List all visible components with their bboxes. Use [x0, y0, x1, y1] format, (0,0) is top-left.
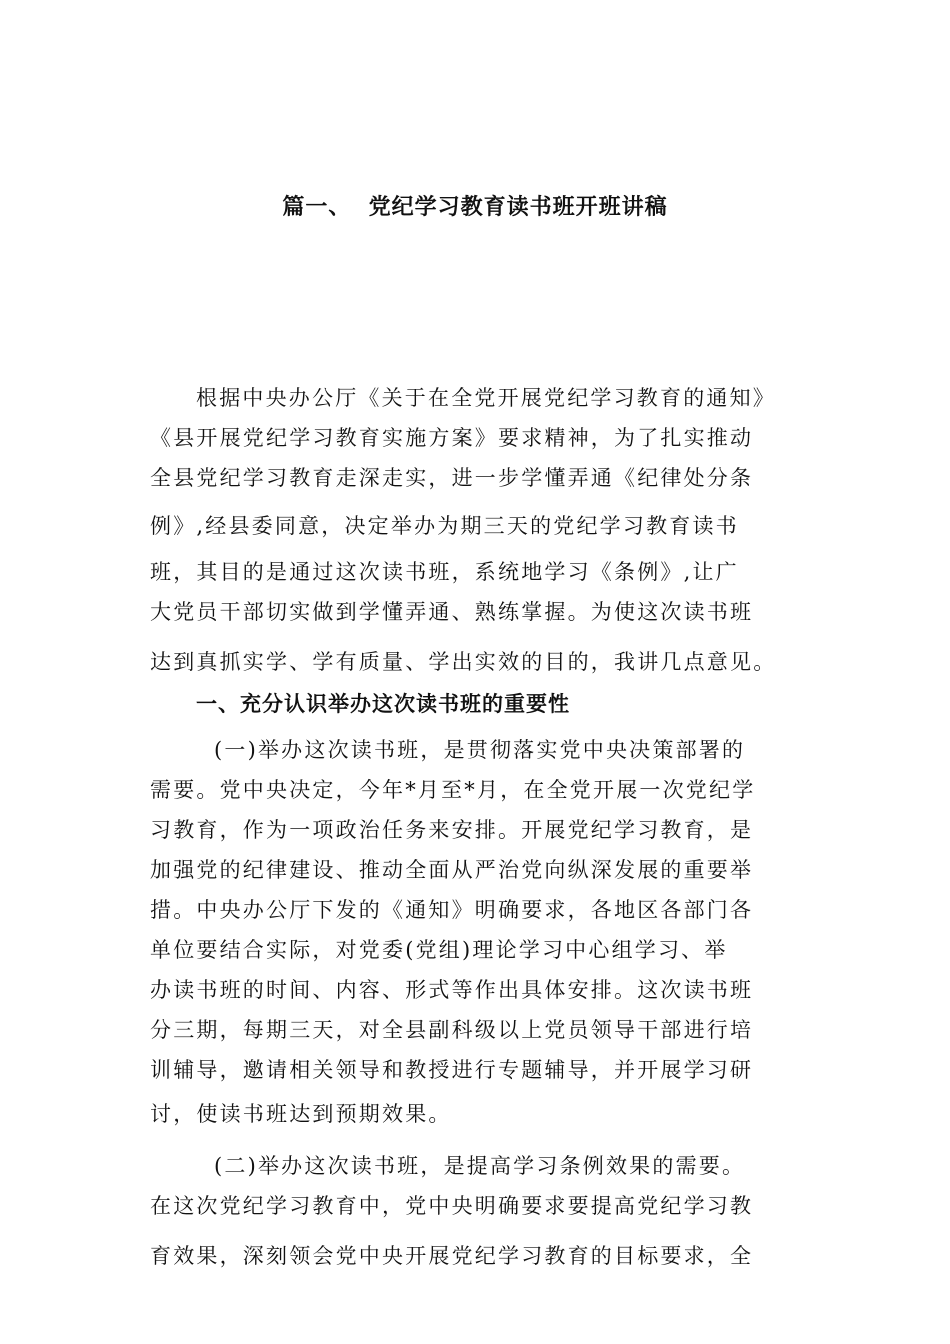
- paragraph-line: 办读书班的时间、内容、形式等作出具体安排。这次读书班: [150, 978, 754, 1002]
- paragraph-line: (一)举办这次读书班，是贯彻落实党中央决策部署的: [214, 738, 746, 762]
- paragraph-line: 单位要结合实际，对党委(党组)理论学习中心组学习、举: [150, 938, 728, 962]
- paragraph-line: 习教育，作为一项政治任务来安排。开展党纪学习教育，是: [150, 818, 754, 842]
- paragraph-line: 《县开展党纪学习教育实施方案》要求精神，为了扎实推动: [150, 426, 754, 450]
- paragraph-line: 分三期，每期三天，对全县副科级以上党员领导干部进行培: [150, 1018, 754, 1042]
- paragraph-line: 加强党的纪律建设、推动全面从严治党向纵深发展的重要举: [150, 858, 754, 882]
- paragraph-line: 全县党纪学习教育走深走实，进一步学懂弄通《纪律处分条: [150, 466, 754, 490]
- paragraph-line: 根据中央办公厅《关于在全党开展党纪学习教育的通知》: [196, 386, 776, 410]
- paragraph-line: 讨，使读书班达到预期效果。: [150, 1102, 452, 1126]
- paragraph-line: 大党员干部切实做到学懂弄通、熟练掌握。为使这次读书班: [150, 600, 754, 624]
- paragraph-line: 达到真抓实学、学有质量、学出实效的目的，我讲几点意见。: [150, 650, 777, 674]
- paragraph-line: 班，其目的是通过这次读书班，系统地学习《条例》,让广: [150, 560, 739, 584]
- document-title: 篇一、 党纪学习教育读书班开班讲稿: [282, 195, 668, 220]
- paragraph-line: (二)举办这次读书班，是提高学习条例效果的需要。: [214, 1154, 746, 1178]
- paragraph-line: 训辅导，邀请相关领导和教授进行专题辅导，并开展学习研: [150, 1058, 754, 1082]
- paragraph-line: 在这次党纪学习教育中，党中央明确要求要提高党纪学习教: [150, 1194, 754, 1218]
- paragraph-line: 育效果，深刻领会党中央开展党纪学习教育的目标要求，全: [150, 1244, 754, 1268]
- section-heading: 一、充分认识举办这次读书班的重要性: [196, 692, 570, 716]
- paragraph-line: 措。中央办公厅下发的《通知》明确要求，各地区各部门各: [150, 898, 754, 922]
- paragraph-line: 需要。党中央决定，今年*月至*月，在全党开展一次党纪学: [150, 778, 756, 802]
- paragraph-line: 例》,经县委同意，决定举办为期三天的党纪学习教育读书: [150, 514, 739, 538]
